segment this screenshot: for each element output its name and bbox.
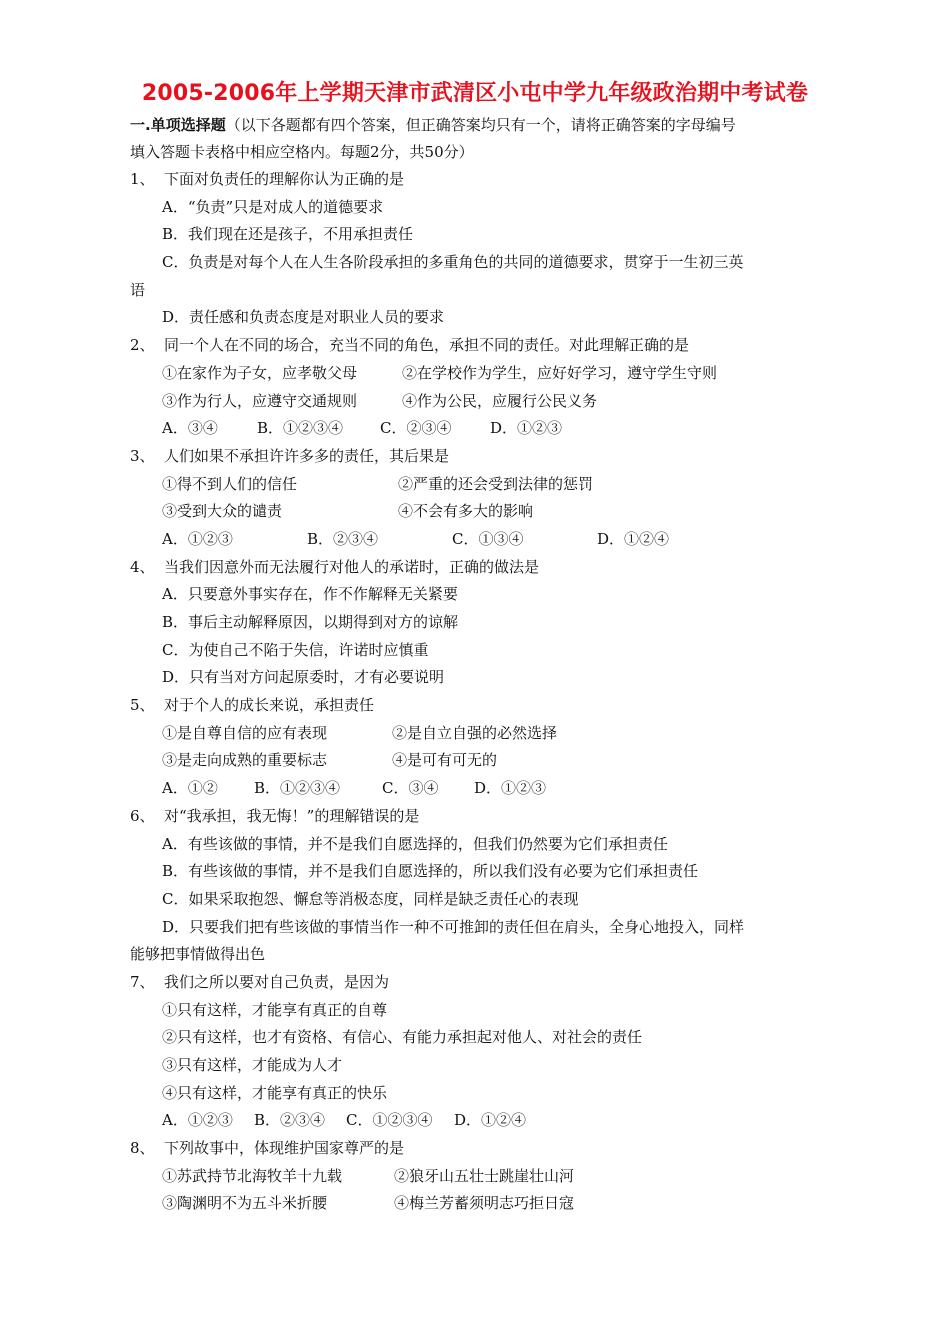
question-stem: 当我们因意外而无法履行对他人的承诺时，正确的做法是 [164, 557, 540, 576]
item: ④作为公民，应履行公民义务 [402, 391, 598, 410]
question-8 [130, 1135, 830, 1163]
item: ①是自尊自信的应有表现 [162, 723, 328, 742]
choice-d: D．①②④ [454, 1111, 527, 1130]
section-instructions [130, 112, 830, 166]
item: ③受到大众的谴责 [162, 502, 283, 521]
question-number: 4、 [130, 557, 155, 576]
question-number: 5、 [130, 696, 155, 715]
item: ②狼牙山五壮士跳崖壮山河 [394, 1166, 575, 1185]
option-c: C．如果采取抱怨、懈怠等消极态度，同样是缺乏责任心的表现 [162, 889, 579, 908]
choice-c: C．①③④ [452, 529, 524, 548]
choice-b: B．①②③④ [257, 419, 344, 438]
question-6 [130, 803, 830, 831]
item: ③只有这样，才能成为人才 [162, 1056, 343, 1074]
section-heading: 一.单项选择题 [130, 116, 226, 134]
instructions-text: （以下各题都有四个答案，但正确答案均只有一个，请将正确答案的字母编号 [225, 116, 736, 134]
question-stem: 对“我承担，我无悔！”的理解错误的是 [164, 806, 420, 825]
item: ④只有这样，才能享有真正的快乐 [162, 1083, 388, 1102]
instructions-text: 填入答题卡表格中相应空格内。每题2分，共50分） [130, 143, 474, 161]
option-a: A．有些该做的事情，并不是我们自愿选择的，但我们仍然要为它们承担责任 [162, 834, 668, 853]
question-stem: 下列故事中，体现维护国家尊严的是 [164, 1139, 405, 1158]
question-stem: 下面对负责任的理解你认为正确的是 [164, 170, 405, 188]
page-title: 2005-2006年上学期天津市武清区小屯中学九年级政治期中考试卷 [141, 81, 809, 106]
choice-b: B．②③④ [254, 1111, 326, 1130]
question-number: 3、 [130, 446, 155, 465]
question-stem: 对于个人的成长来说，承担责任 [164, 696, 375, 715]
choice-a: A．①②③ [162, 529, 233, 548]
choice-c: C．①②③④ [346, 1111, 433, 1130]
item: ③陶渊明不为五斗米折腰 [162, 1194, 328, 1213]
choice-a: A．①②③ [162, 1111, 233, 1130]
question-number: 6、 [130, 806, 155, 825]
question-stem: 我们之所以要对自己负责，是因为 [164, 972, 390, 991]
option-a: A．“负责”只是对成人的道德要求 [162, 197, 384, 216]
item: ②在学校作为学生，应好好学习，遵守学生守则 [402, 363, 718, 382]
choice-d: D．①②④ [597, 529, 670, 548]
choice-d: D．①②③ [474, 779, 547, 798]
question-2 [130, 332, 830, 360]
item: ③是走向成熟的重要标志 [162, 751, 328, 770]
option-c: C．为使自己不陷于失信，许诺时应慎重 [162, 640, 429, 659]
choice-c: C．③④ [382, 779, 439, 798]
item: ③作为行人，应遵守交通规则 [162, 391, 358, 410]
option-b: B．有些该做的事情，并不是我们自愿选择的，所以我们没有必要为它们承担责任 [162, 862, 699, 881]
option-a: A．只要意外事实存在，作不作解释无关紧要 [162, 585, 458, 604]
item: ①苏武持节北海牧羊十九载 [162, 1166, 343, 1185]
option-c: C．负责是对每个人在人生各阶段承担的多重角色的共同的道德要求，贯穿于一生初三英 [162, 253, 744, 272]
option-b: B．我们现在还是孩子，不用承担责任 [162, 225, 414, 244]
item: ①在家作为子女，应孝敬父母 [162, 363, 358, 382]
item: ④是可有可无的 [392, 751, 498, 770]
item: ②严重的还会受到法律的惩罚 [398, 474, 594, 493]
choice-row [130, 1107, 830, 1135]
question-7 [130, 969, 830, 997]
item-row [130, 360, 830, 388]
choice-d: D．①②③ [490, 419, 563, 438]
item-row [130, 388, 830, 416]
item: ④不会有多大的影响 [398, 502, 534, 521]
item: ②是自立自强的必然选择 [392, 723, 558, 742]
choice-b: B．②③④ [307, 529, 379, 548]
option-d-continued: 能够把事情做得出色 [130, 945, 266, 964]
option-d: D．责任感和负责态度是对职业人员的要求 [162, 308, 445, 327]
option-b: B．事后主动解释原因，以期得到对方的谅解 [162, 613, 459, 631]
question-list [130, 166, 830, 1218]
choice-a: A．③④ [162, 419, 218, 438]
item: ④梅兰芳蓄须明志巧拒日寇 [394, 1194, 575, 1213]
choice-row [130, 775, 830, 803]
choice-row [130, 415, 830, 443]
item-row [130, 720, 830, 748]
item-row [130, 1163, 830, 1191]
question-1 [130, 166, 830, 194]
question-3 [130, 443, 830, 471]
question-stem: 人们如果不承担许许多多的责任，其后果是 [164, 446, 450, 465]
option-c-continued: 语 [130, 280, 146, 299]
question-number: 1、 [130, 170, 155, 188]
item-row [130, 498, 830, 526]
item-row [130, 1190, 830, 1218]
item: ①得不到人们的信任 [162, 474, 298, 493]
option-d: D．只有当对方问起原委时，才有必要说明 [162, 668, 445, 687]
question-number: 8、 [130, 1139, 155, 1158]
item: ①只有这样，才能享有真正的自尊 [162, 1000, 388, 1019]
question-5 [130, 692, 830, 720]
question-number: 2、 [130, 336, 155, 355]
question-4 [130, 554, 830, 582]
choice-a: A．①② [162, 779, 218, 798]
item-row [130, 471, 830, 499]
question-number: 7、 [130, 972, 155, 991]
question-stem: 同一个人在不同的场合，充当不同的角色，承担不同的责任。对此理解正确的是 [164, 336, 690, 355]
choice-row [130, 526, 830, 554]
choice-b: B．①②③④ [254, 779, 341, 798]
choice-c: C．②③④ [380, 419, 452, 438]
item-row [130, 747, 830, 775]
option-d: D．只要我们把有些该做的事情当作一种不可推卸的责任但在肩头，全身心地投入，同样 [162, 917, 745, 936]
item: ②只有这样，也才有资格、有信心、有能力承担起对他人、对社会的责任 [162, 1028, 643, 1047]
